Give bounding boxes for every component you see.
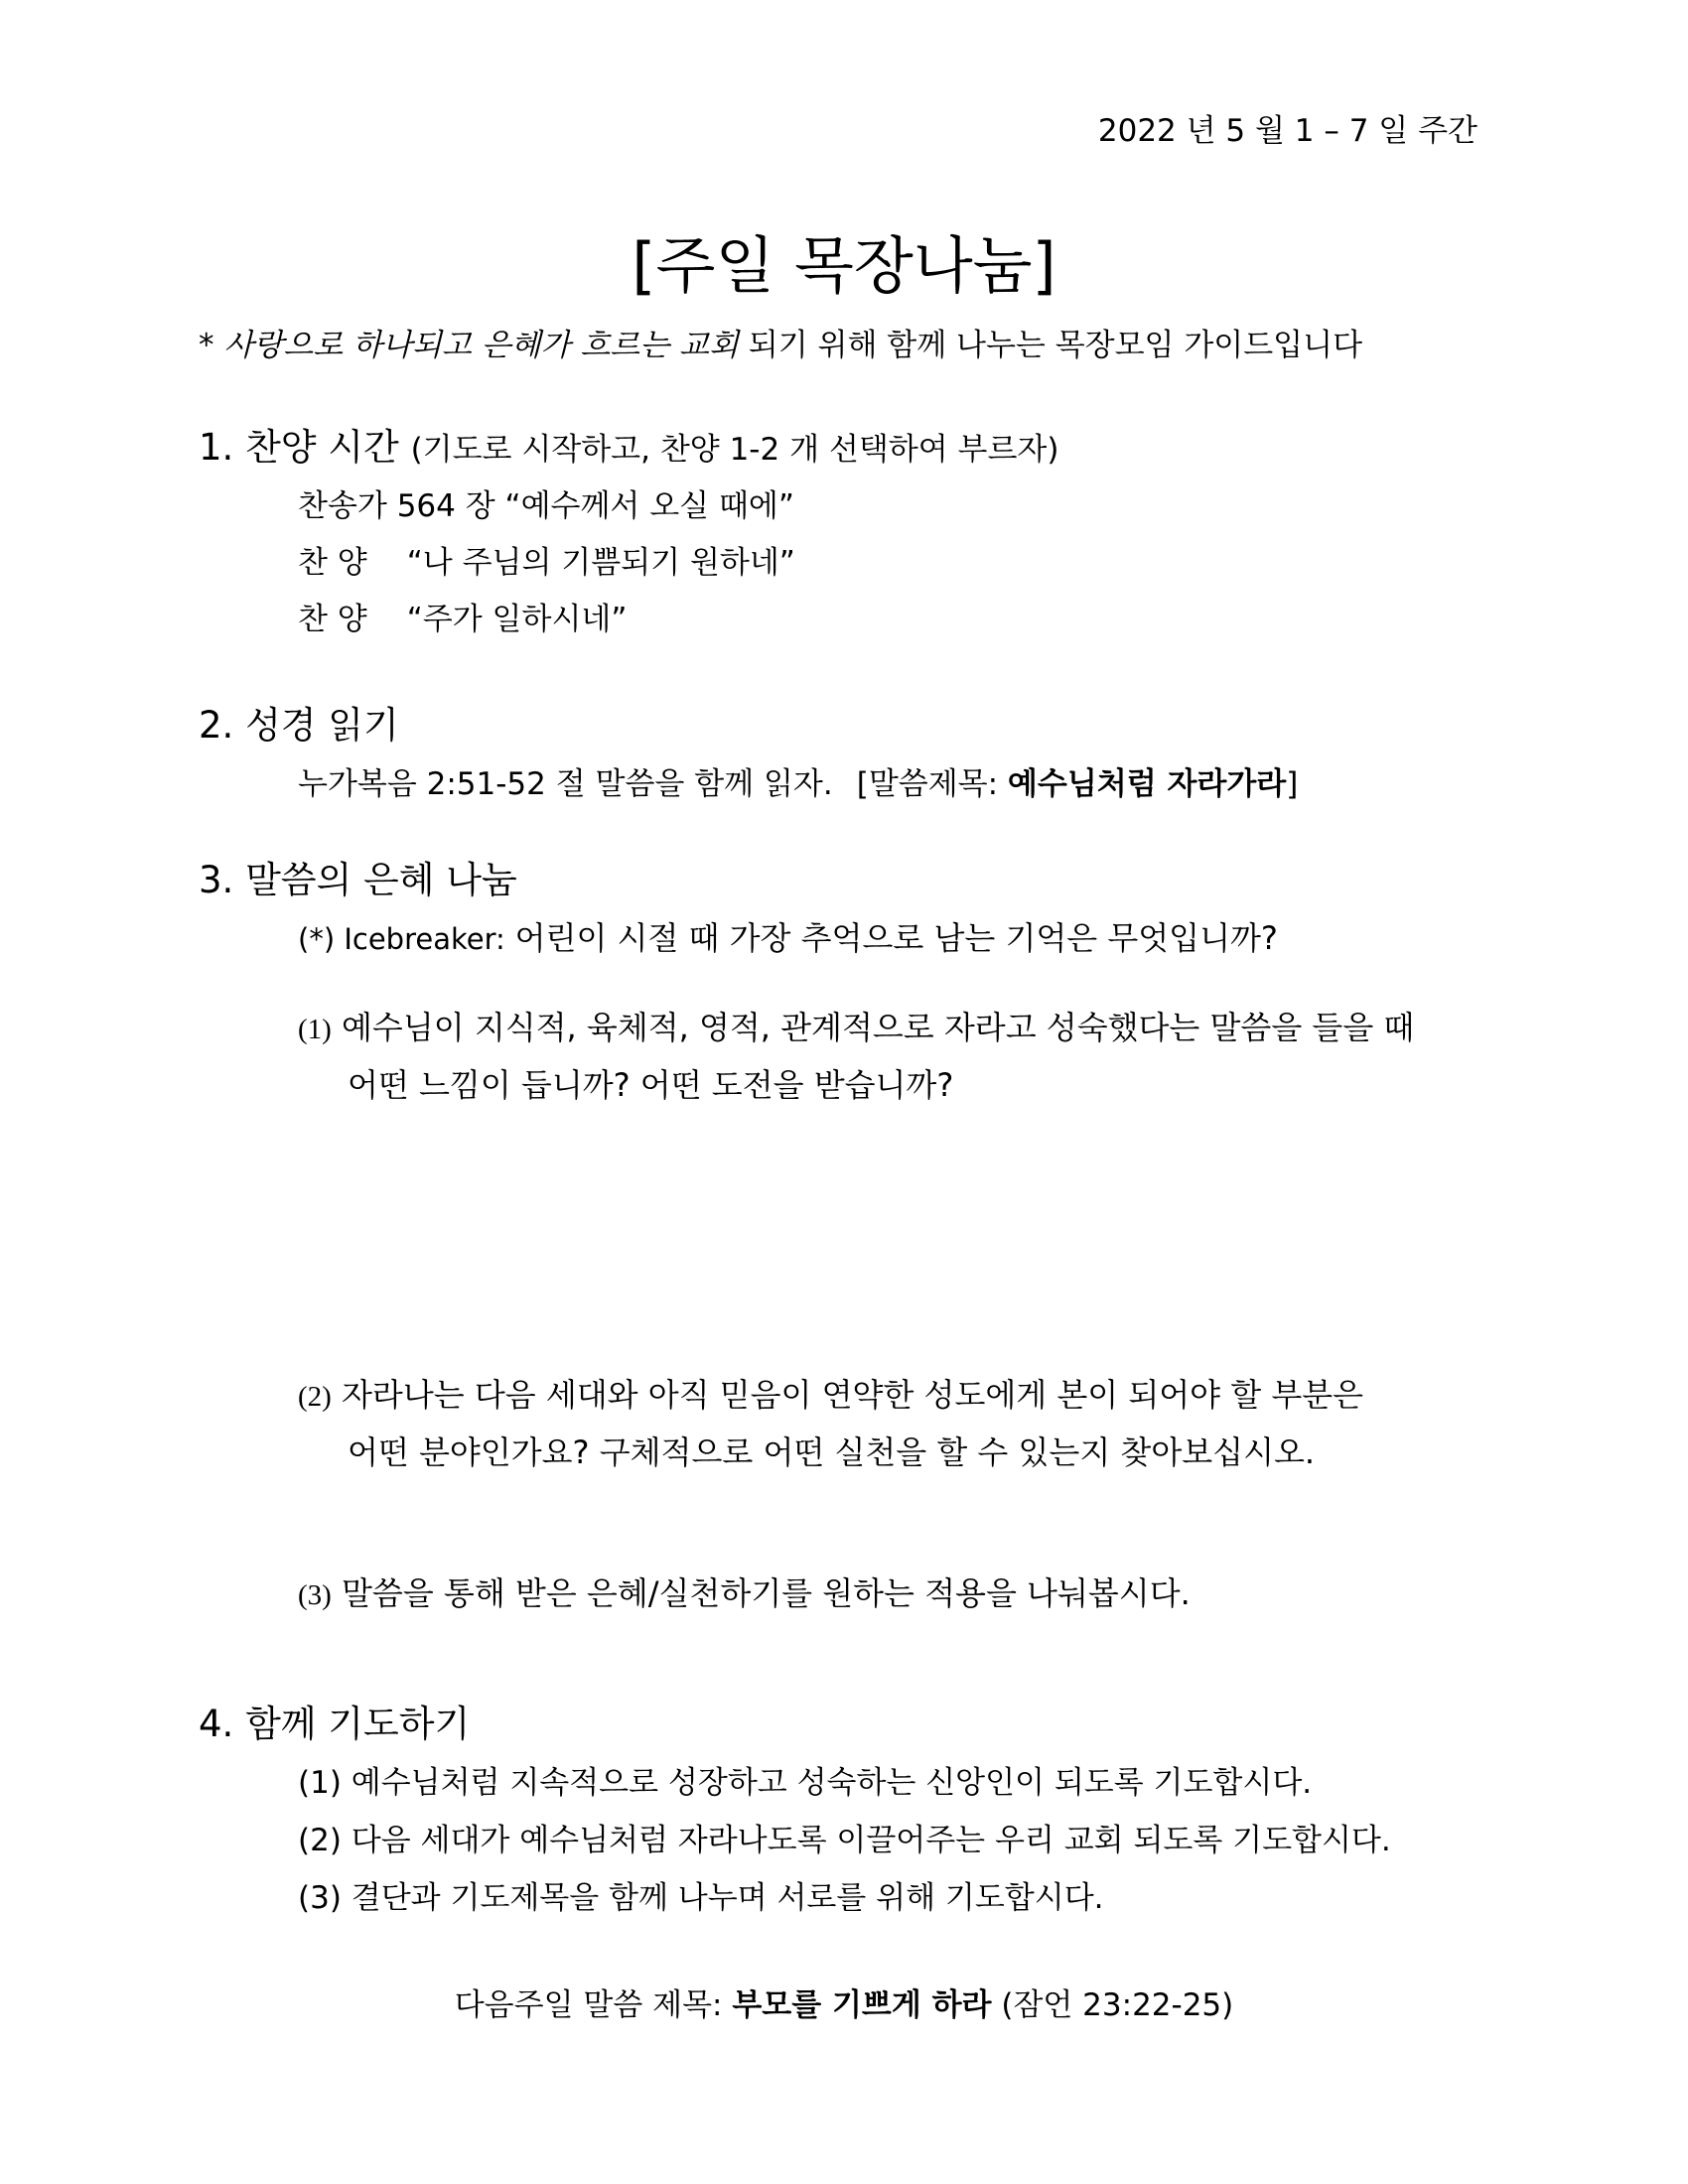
question-3-text: 말씀을 통해 받은 은혜/실천하기를 원하는 적용을 나눠봅시다. — [342, 1574, 1191, 1612]
icebreaker-label: (*) Icebreaker: — [298, 922, 505, 956]
question-1-line-2: 어떤 느낌이 듭니까? 어떤 도전을 받습니까? — [348, 1066, 954, 1104]
song-3-title: “주가 일하시네” — [406, 602, 628, 637]
sermon-prefix: [말씀제목: — [856, 766, 999, 802]
prayer-item-1: (1) 예수님처럼 지속적으로 성장하고 성숙하는 신앙인이 되도록 기도합시다. — [298, 1765, 1313, 1801]
next-sermon-reference: (잠언 23:22-25) — [1001, 1987, 1234, 2023]
question-2-text: 자라나는 다음 세대와 아직 믿음이 연약한 성도에게 본이 되어야 할 부분은 — [342, 1376, 1364, 1414]
icebreaker-question: 어린이 시절 때 가장 추억으로 남는 기억은 무엇입니까? — [514, 919, 1278, 957]
intro-church-vision: 사랑으로 하나되고 은혜가 흐르는 교회 — [223, 328, 739, 363]
section-4-heading: 4. 함께 기도하기 — [199, 1703, 471, 1745]
question-2-line-1 — [298, 1370, 1363, 1416]
intro-line — [199, 320, 1362, 364]
next-sermon-line — [0, 1979, 1688, 2024]
question-1-line-1 — [298, 1003, 1414, 1048]
section-3-heading: 3. 말씀의 은혜 나눔 — [199, 859, 517, 901]
question-3-number: (3) — [298, 1579, 332, 1611]
song-line-3 — [298, 594, 627, 638]
question-2-number: (2) — [298, 1381, 332, 1413]
week-date: 2022 년 5 월 1 – 7 일 주간 — [1097, 113, 1477, 149]
song-1-label: 찬송가 564 장 — [298, 488, 495, 524]
sermon-suffix: ] — [1286, 766, 1299, 802]
section-1-title: 1. 찬양 시간 — [199, 426, 399, 469]
page-title: [주일 목장나눔] — [632, 229, 1056, 302]
scripture-reading — [298, 758, 1298, 803]
icebreaker-line — [298, 913, 1278, 959]
scripture-text: 누가복음 2:51-52 절 말씀을 함께 읽자. — [298, 766, 833, 802]
question-1-number: (1) — [298, 1014, 332, 1045]
song-line-2 — [298, 537, 795, 582]
question-2-line-2: 어떤 분야인가요? 구체적으로 어떤 실천을 할 수 있는지 찾아보십시오. — [348, 1433, 1316, 1471]
song-1-title: “예수께서 오실 때에” — [504, 488, 794, 524]
next-sermon-prefix: 다음주일 말씀 제목: — [454, 1987, 723, 2023]
intro-star: * — [199, 328, 214, 363]
next-sermon-title: 부모를 기쁘게 하라 — [732, 1987, 992, 2023]
song-2-label: 찬 양 — [298, 545, 367, 581]
section-2-heading: 2. 성경 읽기 — [199, 704, 399, 747]
prayer-item-3: (3) 결단과 기도제목을 함께 나누며 서로를 위해 기도합시다. — [298, 1880, 1104, 1916]
song-2-title: “나 주님의 기쁨되기 원하네” — [406, 545, 795, 581]
sermon-title: 예수님처럼 자라가라 — [1007, 766, 1287, 802]
section-1-note: (기도로 시작하고, 찬양 1-2 개 선택하여 부르자) — [410, 432, 1059, 468]
song-line-1 — [298, 480, 794, 525]
section-1-heading — [199, 417, 1058, 471]
song-3-label: 찬 양 — [298, 602, 367, 637]
question-1-text: 예수님이 지식적, 육체적, 영적, 관계적으로 자라고 성숙했다는 말씀을 들을 때 — [342, 1009, 1415, 1046]
question-3-line-1 — [298, 1569, 1191, 1614]
prayer-item-2: (2) 다음 세대가 예수님처럼 자라나도록 이끌어주는 우리 교회 되도록 기도합시다. — [298, 1823, 1391, 1858]
intro-rest: 되기 위해 함께 나누는 목장모임 가이드입니다 — [748, 328, 1363, 363]
